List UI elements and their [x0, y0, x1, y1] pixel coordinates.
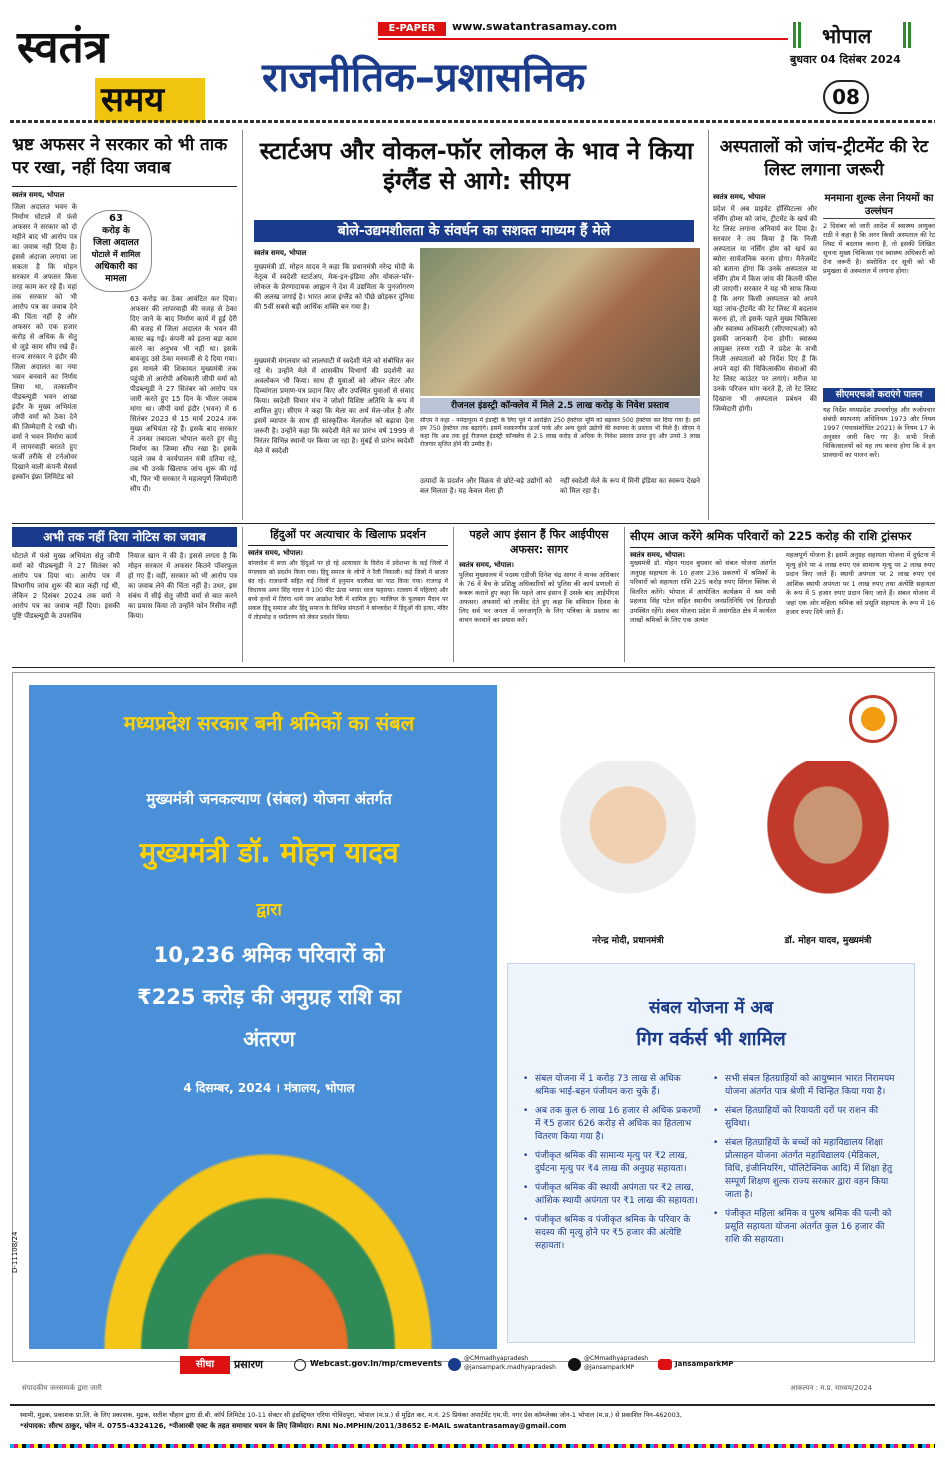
x-handle-1[interactable]: @CMmadhyapradesh [584, 1355, 649, 1362]
live-label-1: सीधा [180, 1356, 230, 1374]
event-photo [420, 248, 700, 396]
byline: स्वतंत्र समय, भोपाल। [248, 549, 303, 557]
youtube-icon [658, 1359, 672, 1370]
logo-bottom: समय [101, 80, 165, 120]
headline[interactable]: पहले आप इंसान हैं फिर आईपीएस अफसर: सागर [469, 528, 609, 556]
column-separator [453, 527, 454, 662]
headline[interactable]: भ्रष्ट अफसर ने सरकार को भी ताक पर रखा, नहीं दिया जवाब [12, 135, 228, 178]
body: प्रदेश में अब प्राइवेट हॉस्पिटल्स और नर्सिंग होम्स को जांच, ट्रीटमेंट के खर्च की रेट लिस्ट लगाना अनिवार्य कर दिया है। सरकार ने तय किया है कि निजी अस्पताल या नर्सिंग होम को खर्च का ब्योरा सार्वजनिक करना होगा। मैनेजमेंट को बताना होगा कि उनके अस्पताल या नर्सिंग होम में किस जांच की कितनी फीस ली जाएगी। सरकार ने यह भी साफ किया है कि अगर किसी अस्पताल को अपने यहां जांच-ट्रीटमेंट की रेट लिस्ट में बदलाव करना हो, तो इसके पहले मुख्य चिकित्सा और स्वास्थ्य अधिकारी (सीएमएचओ) को इसकी जानकारी देना होगी। स्वास्थ्य आयुक्त तरुण राठी ने प्रदेश के सभी निजी अस्पतालों को निर्देश दिए हैं कि अपने यहां की चिकित्सकीय सेवाओं की रेट लिस्ट काउंटर पर लगाएं। मरीज या उनके परिजन मांग करते हैं, तो रेट लिस्ट दिखाना भी अस्पताल प्रबंधन की जिम्मेदारी होगी। [713, 205, 817, 413]
byline: स्वतंत्र समय, भोपाल [254, 249, 307, 257]
box-line1: 63 [109, 213, 123, 224]
column-separator [242, 130, 243, 520]
ad-line5: ₹225 करोड़ की अनुग्रह राशि का [137, 985, 401, 1009]
ad-footer [180, 1354, 740, 1376]
benefit-item: • पंजीकृत श्रमिक की सामान्य मृत्यु पर ₹2 लाख, दुर्घटना मृत्यु पर ₹4 लाख की अनुग्रह सहायता। [523, 1150, 703, 1176]
ad-title: मध्यप्रदेश सरकार बनी श्रमिकों का संबल [123, 711, 415, 735]
body: पुलिस मुख्यालय में पदस्थ एडीजी दिनेश चंद्र सागर ने मानव अधिकार के 76 वें बैच के प्रशिक्षु अधिकारियों को पुलिस की कार्य प्रणाली से रूबरू कराते हुए कहा कि पहले आप इंसान हैं उसके बाद आईपीएस अफसर। अफसरों को ताकीद देते हुए कहा कि संविधान दिवस के लिए सर्व भर जनता में जनजागृति के लिए पत्रिका के प्रस्ताव का वाचन करवाने का प्रयास करें। [459, 571, 619, 624]
byline: स्वतंत्र समय, भोपाल [713, 193, 766, 201]
workers-photo [83, 1129, 453, 1349]
imprint-line2: *संपादक: सौरभ ठाकुर, फोन नं. 0755-4324126, *पीआरबी एक्ट के तहत समाचार चयन के लिए जिम्मेदार। RNI No.MPHIN/2011/38652 E-MAIL swatantrasamay@gmail.com [20, 1422, 567, 1430]
facebook-icon [448, 1358, 461, 1371]
body-col1: घोटाले में फंसे मुख्य अभियंता सेतु जीपी वर्मा को पीडब्ल्यूडी ने 27 सितंबर को आरोप पत्र दिया था। आरोप पत्र में विभागीय जांच शुरू की बात कही गई थी, लेकिन 2 दिसंबर 2024 तक वर्मा ने आरोप पत्र का जवाब नहीं दिया। इसकी पुष्टि पीडब्ल्यूडी के उपसचिव [12, 552, 120, 620]
row-divider [12, 667, 935, 668]
mp-emblem-icon [849, 695, 897, 743]
story-rally [248, 527, 448, 662]
green-bars-right [903, 22, 911, 48]
headline[interactable]: अभी तक नहीं दिया नोटिस का जवाब [12, 527, 237, 547]
box-line4: घोटाले में शामिल [91, 250, 141, 259]
pm-caption: नरेन्द्र मोदी, प्रधानमंत्री [592, 936, 664, 946]
foot-col2: नहीं स्वदेशी मेले के रूप में मिनी इंडिया का स्वरूप देखने को मिल रहा है। [560, 477, 700, 495]
x-handle-2[interactable]: @JansamparkMP [584, 1364, 635, 1371]
x-icon [568, 1358, 581, 1371]
body-col2: महत्वपूर्ण योजना है। इसमें अनुग्रह सहायता योजना में दुर्घटना में मृत्यु होने पर 4 लाख रुपए एवं सामान्य मृत्यु पर 2 लाख रुपए प्रदान किए जाते हैं। स्थायी अपंगता पर 2 लाख रुपए एवं आंशिक स्थायी अपंगता पर 1 लाख रुपए तथा अंत्येष्टि सहायता के रूप में 5 हजार रुपए प्रदान किए जाते हैं। संबल योजना में जहां एक ओर महिला श्रमिक को प्रसूति सहायता के रूप में 16 हजार रुपए दिये जाते हैं। [786, 551, 935, 616]
site-url[interactable]: www.swatantrasamay.com [452, 20, 618, 33]
imprint [20, 1410, 925, 1432]
logo-top: स्वतंत्र [17, 22, 108, 73]
box-line6: मामला [105, 274, 127, 284]
subhead: बोले-उद्यमशीलता के संवर्धन का सशक्त माध्यम हैं मेले [254, 220, 694, 242]
ad-event: 4 दिसम्बर, 2024 । मंत्रालय, भोपाल [183, 1081, 355, 1095]
globe-icon [294, 1359, 306, 1371]
ad-line2: मुख्यमंत्री डॉ. मोहन यादव [139, 836, 399, 869]
logo [15, 22, 195, 122]
foot-col1: उत्पादों के प्रदर्शन और विक्रय से छोटे-बड़े उद्योगों को बल मिलता है। यह केवल मेला ही [420, 477, 552, 495]
story-notice [12, 527, 237, 662]
green-bars [793, 22, 801, 48]
box1-title: मनमाना शुल्क लेना नियमों का उल्लंघन [824, 193, 934, 217]
headline[interactable]: स्टार्टअप और वोकल-फॉर लोकल के भाव ने किया इंग्लैंड से आगे: सीएम [259, 137, 694, 195]
body: बांग्लादेश में सत्ता और हिंदुओं पर हो रहे अत्याचार के विरोध में प्रदेशभर के कई जिलों में मंगलवार को प्रदर्शन किया गया। हिंदू समाज के लोगों ने रैली निकाली। कई जिलों में बाजार बंद रहे। राजधानी सहित कई जिलों में हनुमान चालीसा का पाठ किया गया। राजगढ़ में विधायक अमर सिंह यादव ने 100 फीट ऊंचा भगवा ध्वज फहराया। रतलाम में महिलाएं और बच्चे हाथों में तिरंगा थामे जन आक्रोश रैली में शामिल हुए। ग्वालियर के फूलबाग मैदान पर सकल हिंदू समाज और हिंदू समाज के विभिन्न संगठनों ने बांग्लादेश में हिंदुओं की हत्या, मंदिर में तोड़फोड़ व धर्मांतरण को लेकर प्रदर्शन किया। [248, 560, 448, 621]
benefit-item: • पंजीकृत श्रमिक की स्थायी अपंगता पर ₹2 लाख, आंशिक स्थायी अपंगता पर ₹1 लाख की सहायता। [523, 1182, 703, 1208]
cm-caption: डॉ. मोहन यादव, मुख्यमंत्री [784, 936, 872, 946]
column-separator [708, 130, 709, 520]
byline: स्वतंत्र समय, भोपाल। [459, 561, 514, 569]
ad-line3: द्वारा [256, 900, 282, 920]
body-col2: नियाज खान ने की है। इससे लगता है कि मोहन सरकार में अफसर कितने पॉवरफुल हो गए हैं। वहीं, सरकार को भी आरोप पत्र का जवाब लेने की चिंता नहीं है। उधर, इस संबंध में सीई सेतु जीपी वर्मा से बात करने का प्रयास किया तो उन्होंने फोन रिसीव नहीं किया। [128, 552, 237, 620]
advertisement[interactable] [12, 672, 935, 1362]
story-left [12, 130, 237, 520]
facebook-handle-1[interactable]: @CMmadhyapradesh [464, 1355, 529, 1362]
benefit-item: • संबल हितग्राहियों को रियायती दरों पर राशन की सुविधा। [713, 1105, 899, 1131]
body-col1: मुख्यमंत्री डॉ. मोहन यादव बुधवार को संबल योजना अंतर्गत अनुग्रह सहायता के 10 हजार 236 प्रकरणों में श्रमिकों के परिवारों को सहायता राशि 225 करोड़ रुपए सिंगल क्लिक से वितरित करेंगे। भोपाल में आयोजित कार्यक्रम में श्रम मंत्री प्रहलाद सिंह पटेल सहित स्थानीय जनप्रतिनिधि एवं हितग्राही उपस्थित रहेंगे। संबल योजना प्रदेश में असंगठित क्षेत्र में कार्यरत लाखों श्रमिकों के लिए एक अत्यंत [630, 559, 776, 624]
box-line2: करोड़ के [102, 226, 130, 236]
ad-line4: 10,236 श्रमिक परिवारों को [153, 943, 385, 967]
pm-photo [533, 761, 723, 921]
benefit-item: • संबल हितग्राहियों के बच्चों को महाविद्यालय शिक्षा प्रोत्साहन योजना अंतर्गत महाविद्यालय (मेडिकल, विधि, इंजीनियरिंग, पॉलिटेक्निक आदि) में शिक्षा हेतु सम्पूर्ण शिक्षण शुल्क राज्य सरकार द्वारा वहन किया जाता है। [713, 1137, 899, 1202]
ad-footnote-right: आकल्पन : म.प्र. माध्यम/2024 [790, 1384, 873, 1392]
box2-title: सीएमएचओ कराएंगे पालन [823, 388, 935, 402]
page-number: 08 [823, 80, 869, 114]
box-line3: जिला अदालत [93, 238, 139, 248]
byline: स्वतंत्र समय, भोपाल। [630, 551, 685, 559]
byline: स्वतंत्र समय, भोपाल [12, 191, 65, 199]
box-line5: अधिकारी का [94, 262, 138, 272]
benefit-item: • पंजीकृत महिला श्रमिक व पुरुष श्रमिक की पत्नी को प्रसूति सहायता योजना अंतर्गत कुल 16 हजार की राशि की सहायता। [713, 1208, 899, 1247]
section-title: राजनीतिक–प्रशासनिक [262, 55, 586, 101]
ad-footnote-left: संपादकीय जनसम्पर्क द्वारा जारी [22, 1384, 102, 1392]
row-divider [12, 523, 935, 524]
masthead-rule [378, 38, 788, 40]
column-separator [242, 527, 243, 662]
divider [12, 186, 237, 187]
ad-side-code: D-11108/24 [11, 1231, 19, 1273]
masthead [0, 0, 945, 125]
photo-caption: रीजनल इंडस्ट्री कॉन्क्लेव में मिले 2.5 लाख करोड़ के निवेश प्रस्ताव [420, 398, 700, 414]
story-cm [630, 527, 935, 662]
body-col1: जिला अदालत भवन के निर्माण घोटाले में फंसे अफसर ने सरकार को दो महीने बाद भी आरोप पत्र का जवाब नहीं दिया है। इससे अंदाजा लगाया जा सकता है कि मोहन सरकार में अफसर किस तरह काम कर रहे हैं। यहां तक सरकार को भी आरोप पत्र का जवाब देने की चिंता नहीं है और अफसर को एक हजार करोड़ से अधिक के सेतु से जुड़े काम सौंप रखे हैं। राज्य सरकार ने इंदौर की जिला अदालत का नया भवन बनवाने का निर्णय लिया था, तत्कालीन पीडब्ल्यूडी भवन शाखा इंदौर के मुख्य अभियंता जीपी वर्मा को ठेका देने की जिम्मेदारी दे रखी थी। वर्मा ने भवन निर्माण कार्य में लापरवाही बरतते हुए फर्जी तरीके से टर्नओवर दिखाने वाली कंपनी मेसर्स इस्कॉन इंफ्रा लिमिटेड को [12, 203, 77, 481]
benefit-item: • संबल योजना में 1 करोड़ 73 लाख से अधिक श्रमिक भाई-बहन पंजीयन करा चुके हैं। [523, 1073, 703, 1099]
epaper-badge: E-PAPER [378, 22, 446, 36]
cm-photo [743, 761, 913, 921]
color-registration-bar [10, 1444, 935, 1448]
headline[interactable]: सीएम आज करेंगे श्रमिक परिवारों को 225 करोड़ की राशि ट्रांसफर [630, 529, 912, 543]
city: भोपाल [822, 24, 872, 48]
ad-line6: अंतरण [243, 1027, 295, 1051]
divider [248, 545, 448, 546]
imprint-rule [10, 1404, 935, 1406]
scheme-box-title2: गिग वर्कर्स भी शामिल [636, 1028, 786, 1050]
box2-body: यह निर्देश मध्यप्रदेश उपचर्यागृह और रुजोपचार संबंधी स्थापनाएं अधिनियम 1973 और नियम 1997 (यथासंशोधित 2021) के नियम 17 के अनुसार जारी किए गए हैं। सभी निजी चिकित्सालयों को यह तय करना होगा कि वे इन प्रावधानों का पालन करें। [823, 406, 935, 459]
ad-line1: मुख्यमंत्री जनकल्याण (संबल) योजना अंतर्गत [146, 790, 392, 808]
body-col2: मुख्यमंत्री मंगलवार को लालघाटी में स्वदेशी मेले को संबोधित कर रहे थे। उन्होंने मेले में शासकीय विभागों की प्रदर्शनी का अवलोकन भी किया। साथ ही युवाओं को ऑफर लेटर और दिव्यांगता प्रमाण-पत्र प्रदान किए और उपस्थित युवाओं से संवाद किया। स्वदेशी विचार मंच ने जोशो विशिष्ट अतिथि के रूप में शामिल हुए। सीएम ने कहा कि मेला का अर्थ मेल-जोल है और इसमें व्यापार के साथ ही सांस्कृतिक मेलजोल को बढ़ावा देना जरूरी है। उन्होंने कहा कि स्वदेशी मेले का प्रारंभ वर्ष 1999 से निरंतर विभिन्न स्थानों पर किया जा रहा है। मुंबई से प्रारंभ स्वदेशी मेले में स्वदेशी [254, 357, 414, 455]
story-main [248, 130, 703, 520]
benefits-left [523, 1073, 703, 1259]
imprint-line1: स्वामी, मुद्रक, प्रकाशक प्रा.लि. के लिए प्रकाशक, मुद्रक, सतीश चौहान द्वारा डी.बी. कॉर्प लिमिटेड 10-11 सेक्टर सी इंडस्ट्रियल एरिया गोविंदपुरा, भोपाल (म.प्र.) से मुद्रित कर, म.नं. 25 प्रियंका अपार्टमेंट एम.पी. नगर प्रेस कॉम्प्लेक्स जोन-1 भोपाल (म.प्र.) से प्रकाशित पिन-462003, [20, 1411, 682, 1419]
body-col2: 63 करोड़ का ठेका आवंटित कर दिया। अफसर की लापरवाही की वजह से ठेका दिए जाने के बाद निर्माण कार्य में हुई देरी की वजह से जिला अदालत के भवन की कास्ट बढ़ गई। कंपनी को इतना बड़ा काम करने का अनुभव भी नहीं था। इसके बावजूद उसे ठेका मनमर्जी से दे दिया गया। इस मामले की शिकायत मुख्यमंत्री तक पहुंची तो आरोपी अधिकारी जीपी वर्मा को पीडब्ल्यूडी ने 27 सितंबर को आरोप पत्र जारी करते हुए 15 दिन के भीतर जवाब मांगा था। जीपी वर्मा इंदौर (भवन) में 6 सितंबर 2023 से 15 मार्च 2024 तक मुख्य अभियंता रहे हैं। इसके बाद सरकार ने उनका तबादला भोपाल करते हुए सेतु निर्माण का जिम्मा सौंप रखा है। इसके पहले जब वे कार्यपालन यंत्री दतिया रहे, तब भी उनके खिलाफ जांच शुरू की गई थी, फिर भी सरकार ने महत्वपूर्ण जिम्मेदारी सौंप दी। [130, 295, 237, 493]
live-label-2: प्रसारण [234, 1358, 263, 1371]
caption-body: सीएम ने कहा - नर्मदापुरम में इंडस्ट्री के लिए पूर्व में आरक्षित 250 हेक्टेयर भूमि को बढ़ाकर 500 हेक्टेयर कर दिया गया है। इसे हम 750 हेक्टेयर तक बढ़ाएंगे। इसमें नवकरणीय ऊर्जा पार्क और अन्य दूसरे उद्योगों की स्थापना के प्रस्ताव भी मिले हैं। सीएम ने कहा कि अब तक हुई रीजनल इंडस्ट्री कॉन्क्लेव से 2.5 लाख करोड़ से अधिक के निवेश प्रस्ताव प्राप्त हुए और उनसे 3 लाख रोजगार सृजित होने की उम्मीद है। [420, 417, 700, 448]
scheme-box-title1: संबल योजना में अब [648, 998, 774, 1018]
masthead-bottom-rule [10, 120, 935, 123]
headline[interactable]: अस्पतालों को जांच-ट्रीटमेंट की रेट लिस्ट लगाना जरूरी [719, 137, 929, 180]
column-separator [624, 527, 625, 662]
date: बुधवार 04 दिसंबर 2024 [790, 53, 901, 66]
facebook-handle-2[interactable]: @jansampark.madhyapradesh [464, 1364, 556, 1371]
divider [630, 547, 935, 548]
headline[interactable]: हिंदुओं पर अत्याचार के खिलाफ प्रदर्शन [270, 528, 426, 541]
body-col1: मुख्यमंत्री डॉ. मोहन यादव ने कहा कि प्रधानमंत्री नरेन्द्र मोदी के नेतृत्व में स्वदेशी स्टार्टअप, मेक-इन-इंडिया और वोकल-फॉर-लोकल के प्रेरणादायक आह्वान ने देश में उद्यमिता के पुनर्जागरण की अलख जगाई है। भारत आज इंग्लैंड को पीछे छोड़कर दुनिया की 5वीं सबसे बड़ी आर्थिक शक्ति बन गया है। [254, 263, 414, 311]
youtube-handle[interactable]: JansamparkMP [675, 1360, 734, 1368]
benefits-right [713, 1073, 899, 1253]
benefit-item: • पंजीकृत श्रमिक व पंजीकृत श्रमिक के परिवार के सदस्य की मृत्यु होने पर ₹5 हजार की अंत्येष्टि सहायता। [523, 1214, 703, 1253]
story-right [713, 130, 935, 520]
box1-body: 2 दिसंबर को जारी आदेश में स्वास्थ्य आयुक्त राठी ने कहा है कि अगर किसी अस्पताल की रेट लिस्ट में बदलाव करना है, तो इसकी लिखित सूचना मुख्य चिकित्सा एवं स्वास्थ्य अधिकारी को देना जरूरी है। संशोधित दर सूची को भी प्रमुखता से अस्पताल में लगाना होगा। [823, 222, 935, 275]
benefit-item: • सभी संबल हितग्राहियों को आयुष्मान भारत निरामयम योजना अंतर्गत पात्र श्रेणी में चिन्हित किया गया है। [713, 1073, 899, 1099]
benefit-item: • अब तक कुल 6 लाख 16 हजार से अधिक प्रकरणों में ₹5 हजार 626 करोड़ से अधिक का हितलाभ वितरण किया गया है। [523, 1105, 703, 1144]
story-sagar [459, 527, 619, 662]
webcast-link[interactable]: Webcast.gov.in/mp/cmevents [310, 1359, 443, 1368]
